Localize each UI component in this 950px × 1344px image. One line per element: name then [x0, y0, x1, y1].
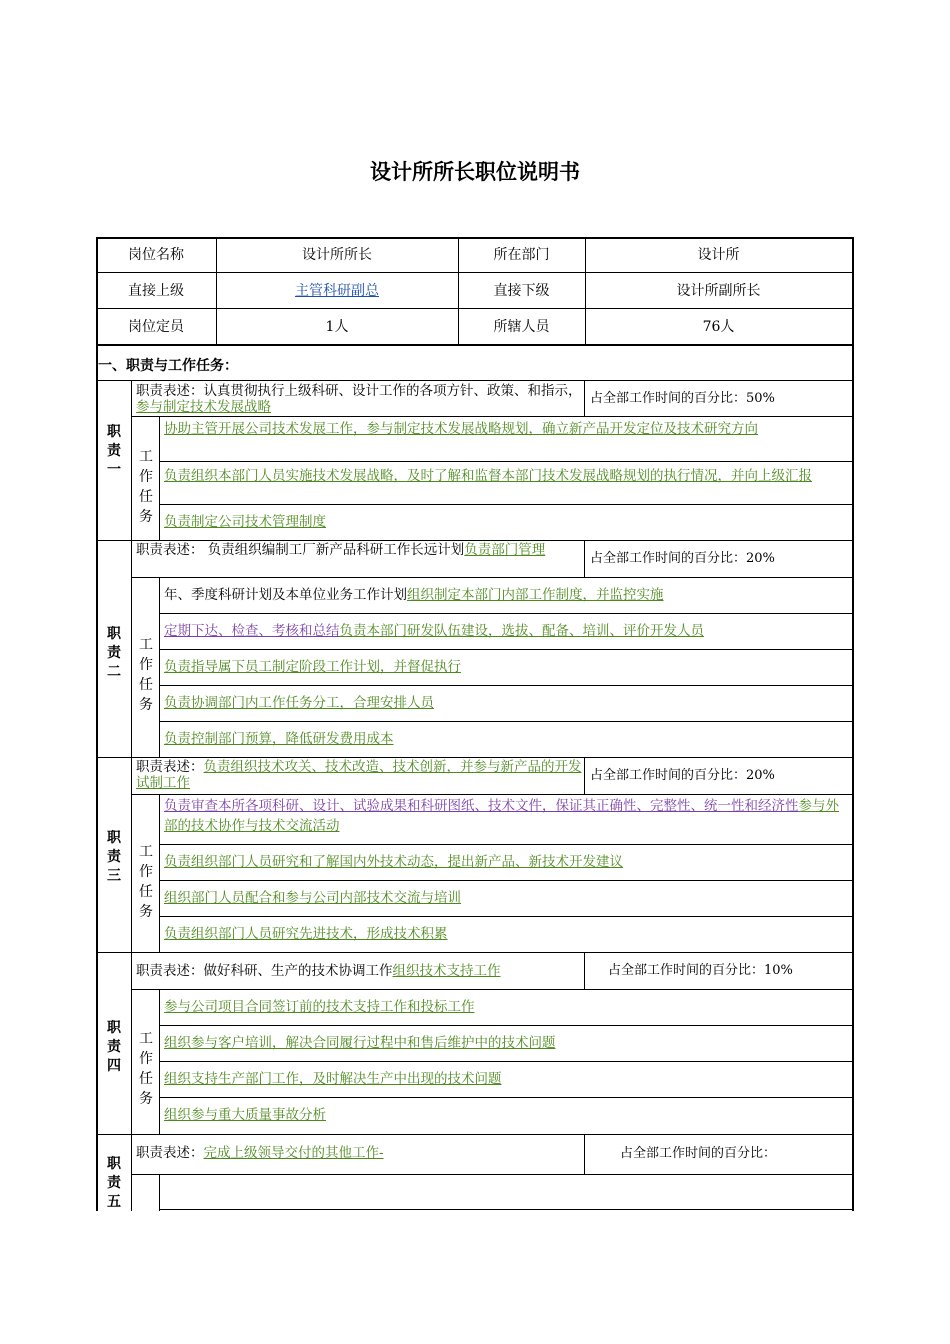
page-title: 设计所所长职位说明书 [370, 160, 580, 184]
grid-line [584, 952, 585, 989]
value-quota: 1人 [325, 319, 349, 335]
r2-task-label: 工 作 任 务 [139, 637, 153, 713]
r5-statement [136, 1145, 582, 1161]
grid-line [159, 416, 160, 540]
grid-line [159, 794, 160, 952]
r2-task-5: 负责控制部门预算，降低研发费用成本 [164, 731, 394, 747]
r5-time-percentage: 占全部工作时间的百分比： [620, 1146, 777, 1161]
grid-line [96, 1134, 854, 1135]
label-quota: 岗位定员 [128, 319, 184, 335]
grid-line [159, 844, 854, 845]
grid-line [159, 1061, 854, 1062]
grid-line [131, 577, 854, 578]
grid-line [584, 540, 585, 577]
grid-line [159, 916, 854, 917]
r4-label: 职 责 四 [107, 1020, 121, 1074]
r3-time-percentage: 占全部工作时间的百分比：20% [590, 768, 775, 783]
r2-task-1-text: 年、季度科研计划及本单位业务工作计划 [164, 587, 407, 603]
grid-line [159, 721, 854, 722]
r1-task-2: 负责组织本部门人员实施技术发展战略，及时了解和监督本部门技术发展战略规划的执行情况，并向上级汇报 [164, 468, 812, 484]
grid-line [131, 1174, 854, 1175]
r4-statement-text: 职责表述：做好科研、生产的技术协调工作 [136, 963, 393, 979]
grid-line [159, 1025, 854, 1026]
section-title: 一、职责与工作任务： [98, 358, 238, 374]
r2-task-2 [164, 621, 850, 641]
superior-link[interactable]: 主管科研副总 [295, 283, 379, 299]
r3-task-1-text: 负责审查本所各项科研、设计、试验成果和科研图纸、技术文件，保证其正确性、完整性、统一性和经济性 [164, 798, 799, 814]
label-position: 岗位名称 [128, 247, 184, 263]
label-superior: 直接上级 [128, 283, 184, 299]
r2-task-2-text: 定期下达、检查、考核和总结 [164, 623, 340, 639]
r3-task-4: 负责组织部门人员研究先进技术，形成技术积累 [164, 926, 448, 942]
table-border-right [852, 237, 854, 1211]
grid-line [96, 540, 854, 541]
r3-statement-text: 职责表述： [136, 759, 204, 775]
r5-statement-text: 职责表述： [136, 1145, 204, 1161]
grid-line [96, 380, 854, 381]
value-department: 设计所 [697, 247, 740, 263]
r2-statement [136, 542, 582, 558]
r2-task-1-highlight: 组织制定本部门内部工作制度，并监控实施 [407, 587, 664, 603]
grid-line [159, 1097, 854, 1098]
r3-statement-highlight: 负责组织技术攻关、技术改造、技术创新，并参与新产品的开发试制工作 [136, 759, 582, 791]
grid-line [159, 880, 854, 881]
r1-statement [136, 383, 582, 415]
value-superior[interactable] [216, 273, 458, 309]
r1-task-label: 工 作 任 务 [139, 449, 153, 525]
r4-task-label: 工 作 任 务 [139, 1031, 153, 1107]
grid-line [159, 504, 854, 505]
value-subordinate: 设计所副所长 [676, 283, 761, 299]
r2-label: 职 责 二 [107, 626, 121, 680]
r4-time-percentage: 占全部工作时间的百分比：10% [608, 963, 793, 978]
label-department: 所在部门 [493, 247, 550, 263]
value-staff: 76人 [702, 319, 735, 335]
table-border-left [96, 237, 98, 1211]
value-position: 设计所所长 [302, 247, 372, 263]
r5-label: 职 责 五 [107, 1156, 121, 1210]
grid-line [159, 649, 854, 650]
r3-task-label: 工 作 任 务 [139, 844, 153, 920]
r4-statement-highlight: 组织技术支持工作 [392, 963, 501, 979]
r1-statement-text: 职责表述：认真贯彻执行上级科研、设计工作的各项方针、政策、和指示， [136, 383, 582, 399]
label-staff: 所辖人员 [493, 319, 550, 335]
grid-line [159, 1209, 854, 1210]
grid-line [131, 416, 854, 417]
grid-line [159, 1174, 160, 1211]
r3-task-3: 组织部门人员配合和参与公司内部技术交流与培训 [164, 890, 461, 906]
r4-task-2: 组织参与客户培训，解决合同履行过程中和售后维护中的技术问题 [164, 1035, 556, 1051]
r4-task-1: 参与公司项目合同签订前的技术支持工作和投标工作 [164, 999, 475, 1015]
r2-task-3: 负责指导属下员工制定阶段工作计划，并督促执行 [164, 659, 461, 675]
grid-line [96, 952, 854, 953]
grid-line [131, 794, 854, 795]
r2-task-1 [164, 585, 850, 605]
job-description-table [96, 237, 854, 1211]
r2-statement-text: 职责表述： 负责组织编制工厂新产品科研工作长远计划 [136, 542, 465, 558]
grid-line [159, 613, 854, 614]
r2-task-2-highlight: 负责本部门研发队伍建设，选拔、配备、培训、评价开发人员 [339, 623, 704, 639]
r4-statement [136, 963, 582, 979]
r3-task-2: 负责组织部门人员研究和了解国内外技术动态，提出新产品、新技术开发建议 [164, 854, 623, 870]
grid-line [159, 577, 160, 757]
grid-line [584, 380, 585, 416]
grid-line [584, 1134, 585, 1174]
grid-line [96, 757, 854, 758]
r5-statement-highlight: 完成上级领导交付的其他工作- [203, 1145, 384, 1161]
r3-label: 职 责 三 [107, 830, 121, 884]
grid-line [131, 380, 132, 1211]
r4-task-3: 组织支持生产部门工作，及时解决生产中出现的技术问题 [164, 1071, 502, 1087]
r1-task-3: 负责制定公司技术管理制度 [164, 514, 326, 530]
grid-line [159, 685, 854, 686]
r3-statement [136, 759, 582, 791]
r1-label: 职 责 一 [107, 424, 121, 478]
grid-line [131, 989, 854, 990]
grid-line [159, 461, 854, 462]
r3-task-1 [164, 796, 850, 836]
grid-line [584, 757, 585, 794]
r1-time-percentage: 占全部工作时间的百分比：50% [590, 391, 775, 406]
r1-task-1: 协助主管开展公司技术发展工作，参与制定技术发展战略规划，确立新产品开发定位及技术研究方向 [164, 421, 758, 437]
label-subordinate: 直接下级 [493, 283, 550, 299]
r2-time-percentage: 占全部工作时间的百分比：20% [590, 551, 775, 566]
r2-task-4: 负责协调部门内工作任务分工，合理安排人员 [164, 695, 434, 711]
r2-statement-highlight: 负责部门管理 [464, 542, 546, 558]
r1-statement-highlight: 参与制定技术发展战略 [136, 399, 271, 415]
r3-task-1-highlight: 参与外部的技术协作与技术交流活动 [164, 798, 839, 834]
r4-task-4: 组织参与重大质量事故分析 [164, 1107, 326, 1123]
